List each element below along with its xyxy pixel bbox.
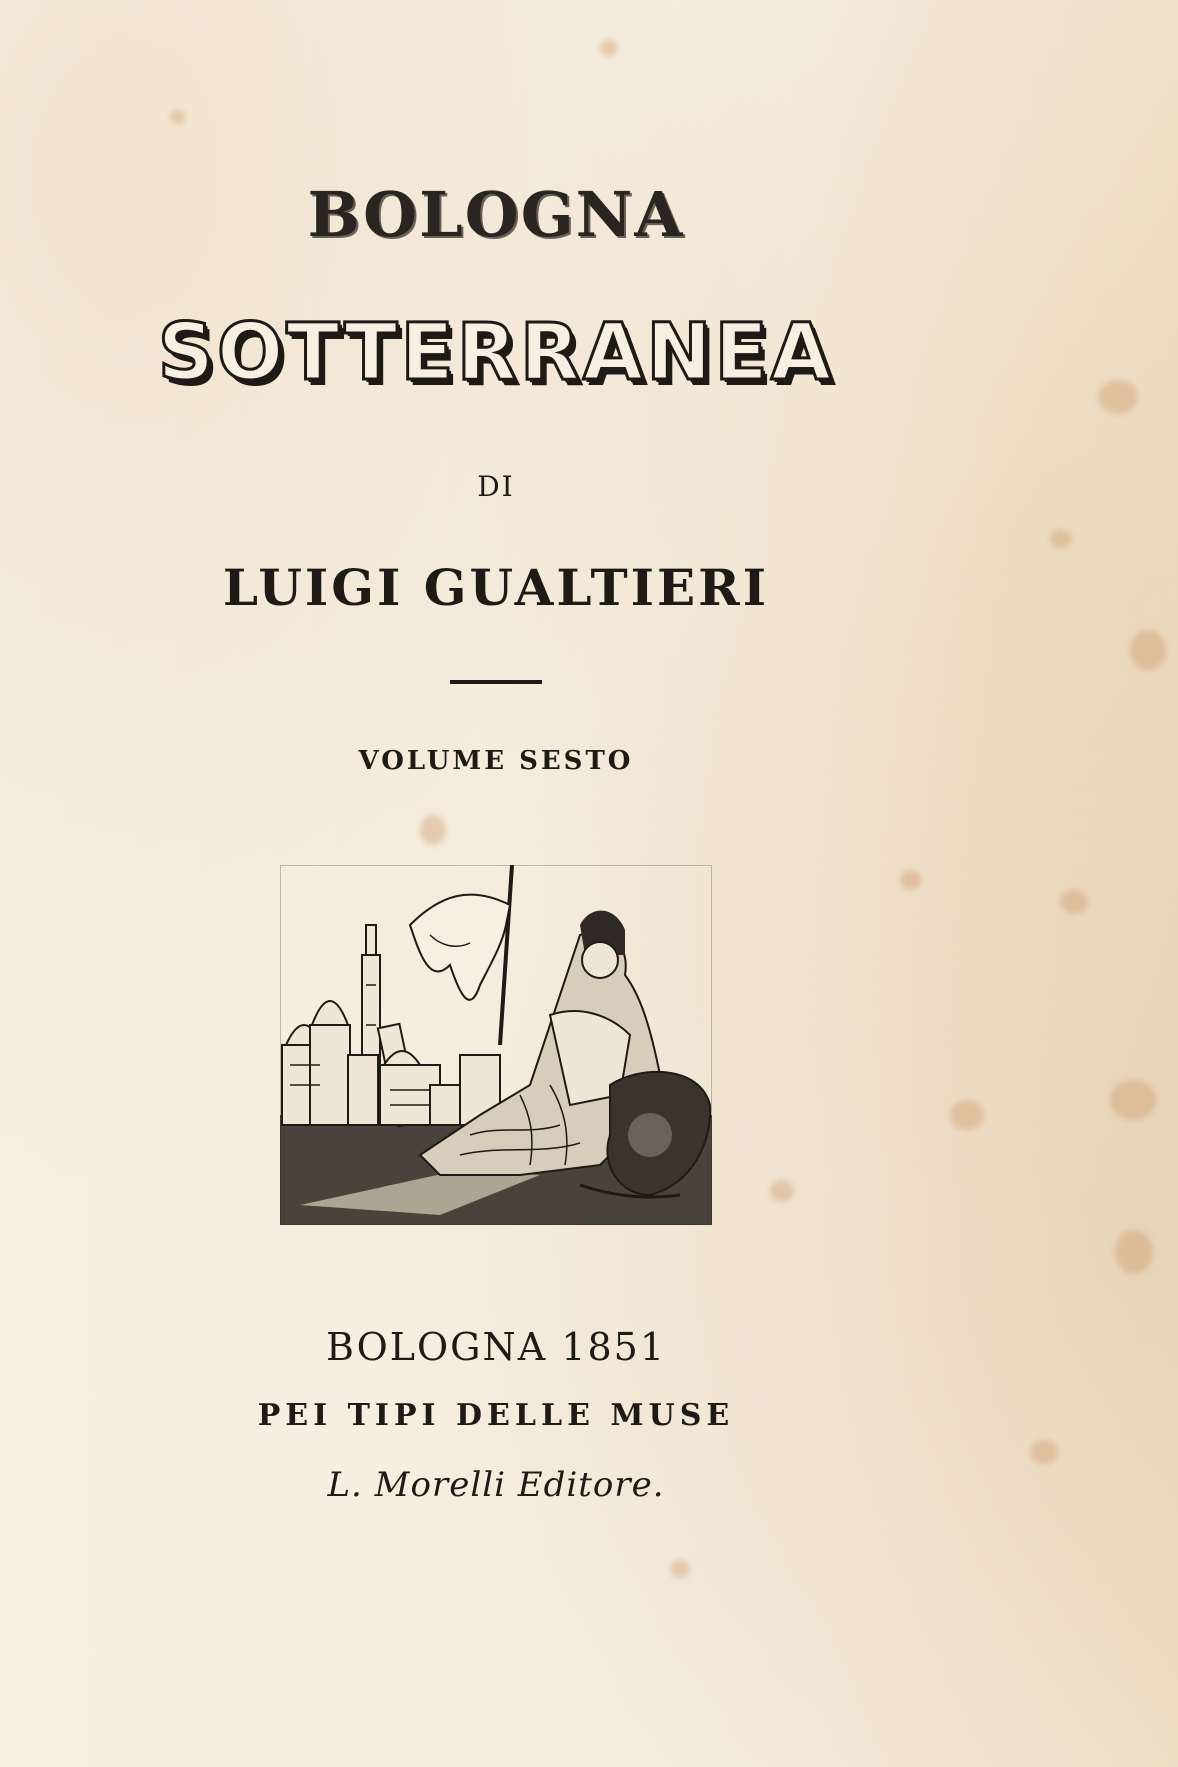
author-name: LUIGI GUALTIERI	[222, 558, 770, 617]
foxing-spot	[1060, 890, 1088, 914]
separator-rule	[450, 680, 542, 684]
foxing-spot	[1110, 1080, 1156, 1120]
foxing-spot	[770, 1180, 794, 1202]
foxing-spot	[1030, 1440, 1058, 1464]
foxing-spot	[1050, 530, 1072, 548]
foxing-spot	[1130, 630, 1166, 670]
title-line-1: BOLOGNA	[307, 178, 685, 251]
foxing-spot	[170, 110, 186, 124]
foxing-spot	[420, 815, 446, 845]
imprint-place-year: BOLOGNA 1851	[325, 1325, 666, 1369]
title-line-2: SOTTERRANEA	[157, 308, 835, 398]
imprint-printer: PEI TIPI DELLE MUSE	[257, 1398, 735, 1433]
volume-label: VOLUME SESTO	[358, 746, 634, 776]
foxing-spot	[900, 870, 922, 890]
foxing-spot	[1115, 1230, 1153, 1274]
author-preposition: DI	[477, 470, 515, 503]
allegory-of-bologna-icon	[280, 865, 712, 1225]
imprint-publisher: L. Morelli Editore.	[327, 1465, 665, 1505]
foxing-spot	[1098, 380, 1138, 414]
foxing-spot	[670, 1560, 690, 1578]
foxing-spot	[600, 40, 618, 56]
foxing-spot	[950, 1100, 984, 1130]
